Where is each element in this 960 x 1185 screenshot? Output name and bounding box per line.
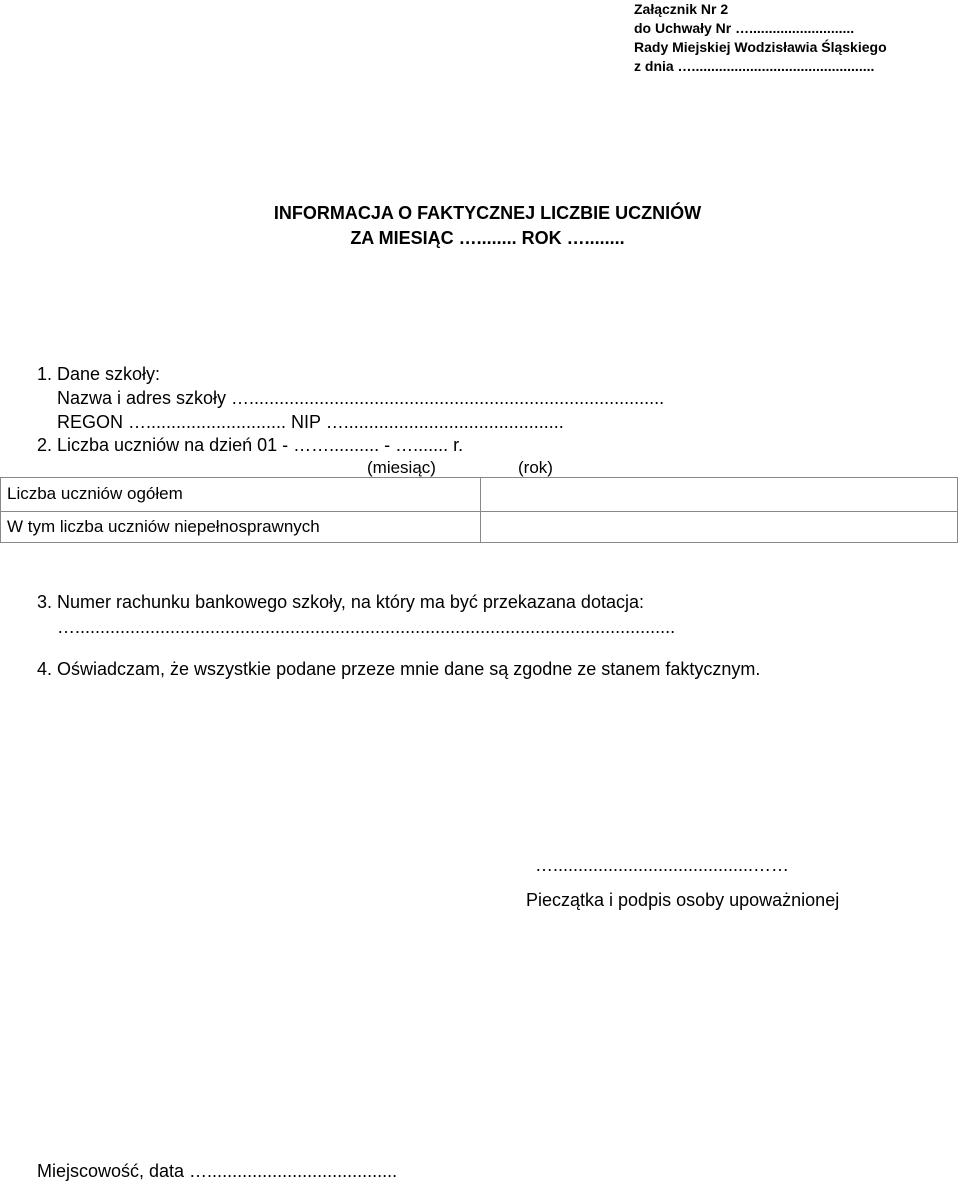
section-2-heading: 2. Liczba uczniów na dzień 01 - …….......... - …....... r. xyxy=(37,435,464,455)
total-students-value[interactable] xyxy=(481,478,957,511)
disabled-students-value[interactable] xyxy=(481,511,957,544)
signature-label: Pieczątka i podpis osoby upoważnionej xyxy=(526,890,840,910)
total-students-label: Liczba uczniów ogółem xyxy=(7,484,183,503)
declaration-statement: 4. Oświadczam, że wszystkie podane przeze mnie dane są zgodne ze stanem faktycznym. xyxy=(37,659,761,679)
council-name: Rady Miejskiej Wodzisławia Śląskiego xyxy=(634,39,887,55)
place-date-field: Miejscowość, data …...................................... xyxy=(37,1161,398,1181)
regon-nip-field: REGON …............................ NIP …............................................ xyxy=(57,412,564,432)
disabled-students-label: W tym liczba uczniów niepełnosprawnych xyxy=(7,517,320,536)
section-1-heading: 1. Dane szkoły: xyxy=(37,364,161,384)
attachment-header xyxy=(634,0,887,76)
signature-line: …........................................…… xyxy=(535,855,790,875)
bank-account-field: …........................................................................................................................ xyxy=(57,617,676,637)
page-title: INFORMACJA O FAKTYCZNEJ LICZBIE UCZNIÓW xyxy=(273,203,702,223)
section-3-heading: 3. Numer rachunku bankowego szkoły, na który ma być przekazana dotacja: xyxy=(37,592,644,612)
page-subtitle: ZA MIESIĄC …........ ROK …........ xyxy=(350,228,625,248)
student-count-table xyxy=(0,477,958,543)
resolution-number: do Uchwały Nr …........................... xyxy=(634,20,855,36)
school-name-address-field: Nazwa i adres szkoły …................................................................................... xyxy=(57,388,665,408)
table-row xyxy=(1,511,957,544)
resolution-date: z dnia …............................................... xyxy=(634,58,875,74)
month-hint: (miesiąc) xyxy=(367,458,436,477)
attachment-number: Załącznik Nr 2 xyxy=(634,1,729,17)
table-row xyxy=(1,478,957,512)
year-hint: (rok) xyxy=(518,458,553,477)
